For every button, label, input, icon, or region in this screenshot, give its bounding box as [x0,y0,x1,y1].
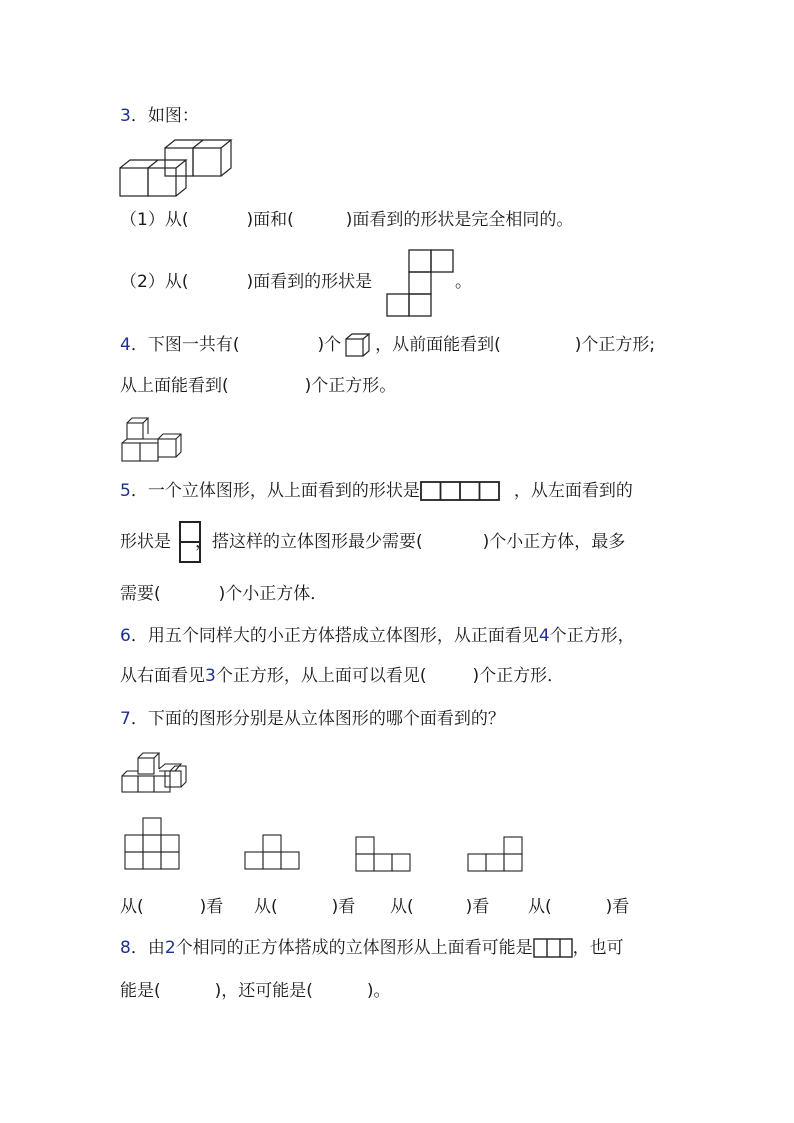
q7-label-3: 从( )看 [390,897,490,917]
q6-number: 6 [120,626,131,646]
q4-line2: 从上面能看到( )个正方形。 [120,376,397,396]
q7-view-c [355,836,411,873]
q3-p2-end: 。 [455,272,472,292]
q8-line2: 能是( )，还可能是( )。 [120,981,391,1001]
q7-view-d [467,836,523,873]
q5-left-view-shape [179,521,201,563]
q3-stem: ．如图： [130,106,199,126]
q7-number: 7 [120,709,131,729]
q4-solid-figure [121,411,187,463]
q4-line1: 4．下图一共有( )个 ，从前面能看到( )个正方形; [120,335,656,355]
q3-part1: （1）从( )面和( )面看到的形状是完全相同的。 [120,210,574,230]
q7-title: 7．下面的图形分别是从立体图形的哪个面看到的？ [120,709,505,729]
q5-number: 5 [120,481,131,501]
q7-view-b [244,834,300,871]
q3-solid-figure [119,139,233,199]
q7-label-2: 从( )看 [254,897,356,917]
q8-top-view-shape [533,938,573,958]
q7-view-a [124,817,180,871]
q3-number: 3 [120,106,131,126]
q5-top-view-shape [420,481,500,501]
q3-part2: （2）从( )面看到的形状是 [120,272,373,292]
q6-line1: 6．用五个同样大的小正方体搭成立体图形，从正面看见4个正方形， [120,626,635,646]
q5-line2: 形状是 ，搭这样的立体图形最少需要( )个小正方体，最多 [120,532,626,552]
q5-line1: 5．一个立体图形，从上面看到的形状是 ，从左面看到的 [120,481,633,501]
cube-icon [345,333,371,357]
q3-title [120,104,199,128]
q6-line2: 从右面看见3个正方形，从上面可以看见( )个正方形． [120,666,565,686]
q5-line3: 需要( )个小正方体． [120,584,328,604]
q7-solid-figure [121,748,189,794]
q4-number: 4 [120,335,131,355]
q8-number: 8 [120,938,131,958]
q7-label-1: 从( )看 [120,897,224,917]
q7-label-4: 从( )看 [528,897,630,917]
q3-view-shape [386,249,454,317]
q8-line1: 8．由2个相同的正方体搭成的立体图形从上面看可能是 ，也可 [120,938,624,958]
